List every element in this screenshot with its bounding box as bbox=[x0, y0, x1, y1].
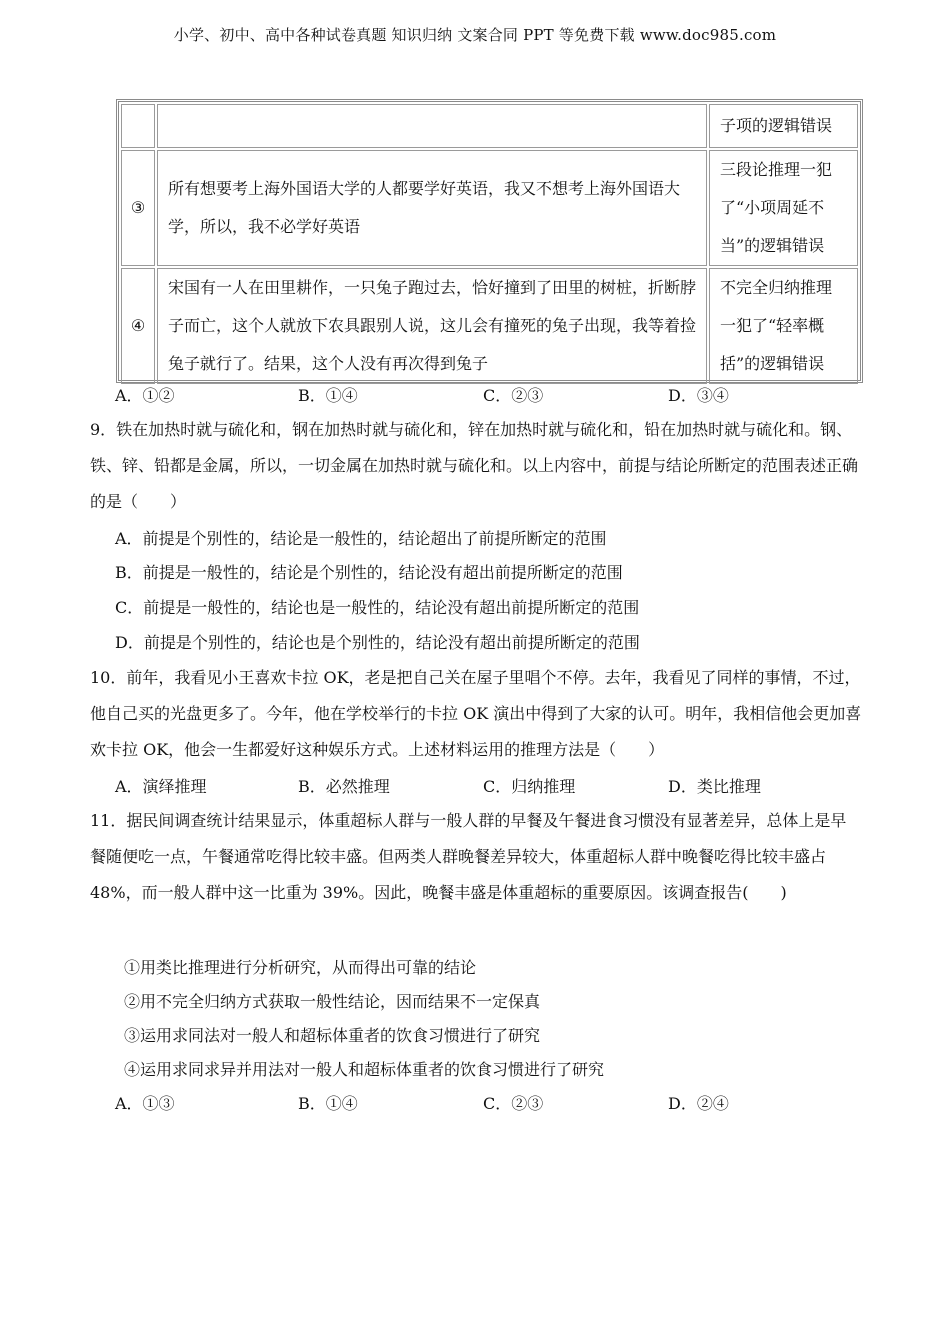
option-d[interactable]: D．类比推理 bbox=[668, 777, 761, 796]
q11-statement-4: ④运用求同求异并用法对一般人和超标体重者的饮食习惯进行了研究 bbox=[124, 1060, 605, 1079]
row-number: ④ bbox=[121, 268, 155, 384]
option-b[interactable]: B．①④ bbox=[298, 1094, 358, 1113]
q11-options bbox=[115, 1086, 855, 1122]
q8-options bbox=[115, 378, 855, 414]
option-d[interactable]: D．③④ bbox=[668, 386, 729, 405]
option-b[interactable]: B．必然推理 bbox=[298, 777, 390, 796]
option-d[interactable]: D．②④ bbox=[668, 1094, 729, 1113]
option-a[interactable]: A．①② bbox=[115, 386, 175, 405]
row-number: ③ bbox=[121, 150, 155, 266]
answer-table bbox=[116, 99, 863, 383]
q9-option-b[interactable]: B．前提是一般性的，结论是个别性的，结论没有超出前提所断定的范围 bbox=[115, 563, 623, 582]
q9-option-d[interactable]: D．前提是个别性的，结论也是个别性的，结论没有超出前提所断定的范围 bbox=[115, 633, 640, 652]
page-header: 小学、初中、高中各种试卷真题 知识归纳 文案合同 PPT 等免费下载 www.doc985.com bbox=[173, 26, 777, 44]
option-c[interactable]: C．②③ bbox=[483, 386, 544, 405]
option-a[interactable]: A．演绎推理 bbox=[115, 777, 207, 796]
q10-options bbox=[115, 769, 855, 805]
row-analysis: 三段论推理一犯了“小项周延不当”的逻辑错误 bbox=[709, 150, 858, 266]
q11-statement-1: ①用类比推理进行分析研究，从而得出可靠的结论 bbox=[124, 958, 477, 977]
row-analysis: 子项的逻辑错误 bbox=[709, 104, 858, 148]
row-analysis: 不完全归纳推理一犯了“轻率概括”的逻辑错误 bbox=[709, 268, 858, 384]
q11-statement-3: ③运用求同法对一般人和超标体重者的饮食习惯进行了研究 bbox=[124, 1026, 541, 1045]
option-c[interactable]: C．归纳推理 bbox=[483, 777, 576, 796]
q10-stem: 10．前年，我看见小王喜欢卡拉 OK，老是把自己关在屋子里唱个不停。去年，我看见了同样的事情，不过，他自己买的光盘更多了。今年，他在学校举行的卡拉 OK 演出中得到了大家的认可。明年，我相信他会更加喜欢卡拉 OK，他会一生都爱好这种娱乐方式。上述材料运用的推理方法是（ ） bbox=[90, 668, 862, 759]
table-row bbox=[121, 104, 858, 148]
q11-stem: 11．据民间调查统计结果显示，体重超标人群与一般人群的早餐及午餐进食习惯没有显著差异，总体上是早餐随便吃一点，午餐通常吃得比较丰盛。但两类人群晚餐差异较大，体重超标人群中晚餐吃得比较丰盛占 48%，而一般人群中这一比重为 39%。因此，晚餐丰盛是体重超标的重要原因。该调查报告( ) bbox=[90, 811, 847, 902]
option-c[interactable]: C．②③ bbox=[483, 1094, 544, 1113]
row-content bbox=[157, 104, 707, 148]
table-row bbox=[121, 268, 858, 384]
q9-stem: 9．铁在加热时就与硫化和，钢在加热时就与硫化和，锌在加热时就与硫化和，铅在加热时就与硫化和。钢、铁、锌、铅都是金属，所以，一切金属在加热时就与硫化和。以上内容中，前提与结论所断定的范围表述正确的是（ ） bbox=[90, 420, 859, 511]
option-a[interactable]: A．①③ bbox=[115, 1094, 175, 1113]
row-content: 所有想要考上海外国语大学的人都要学好英语，我又不想考上海外国语大学，所以，我不必学好英语 bbox=[157, 150, 707, 266]
q9-option-a[interactable]: A．前提是个别性的，结论是一般性的，结论超出了前提所断定的范围 bbox=[115, 529, 607, 548]
row-number bbox=[121, 104, 155, 148]
row-content: 宋国有一人在田里耕作，一只兔子跑过去，恰好撞到了田里的树桩，折断脖子而亡，这个人就放下农具跟别人说，这儿会有撞死的兔子出现，我等着捡兔子就行了。结果，这个人没有再次得到兔子 bbox=[157, 268, 707, 384]
table-row bbox=[121, 150, 858, 266]
q11-statement-2: ②用不完全归纳方式获取一般性结论，因而结果不一定保真 bbox=[124, 992, 541, 1011]
option-b[interactable]: B．①④ bbox=[298, 386, 358, 405]
q9-option-c[interactable]: C．前提是一般性的，结论也是一般性的，结论没有超出前提所断定的范围 bbox=[115, 598, 640, 617]
